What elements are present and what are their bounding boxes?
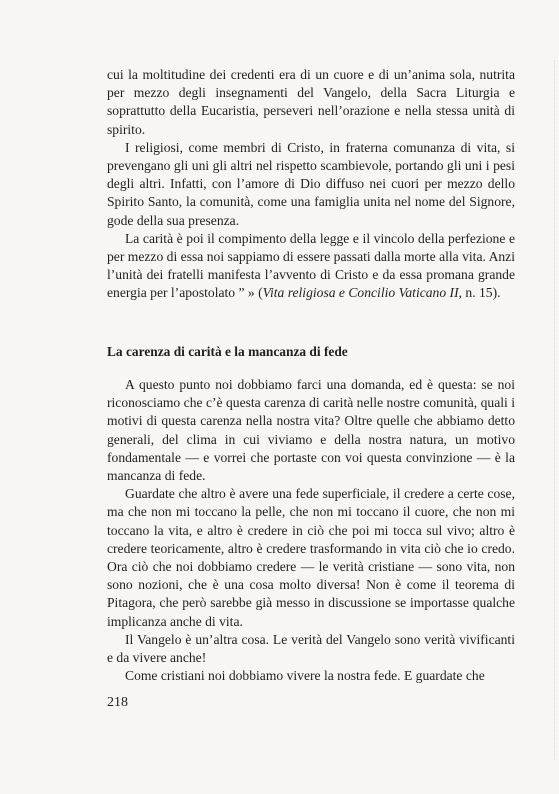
citation-rest: , n. 15). (458, 285, 501, 301)
paragraph-with-citation (107, 230, 515, 303)
citation-open: ( (258, 285, 263, 301)
page-number: 218 (107, 695, 128, 710)
text-block-section (107, 376, 515, 685)
text-block-top (107, 66, 515, 303)
paragraph: A questo punto noi dobbiamo farci una domanda, ed è questa: se noi riconosciamo che c’è questa carenza di carità nelle nostre comunità, quali i motivi di questa carenza nella nostra vita? Oltre quelle che abbiamo detto generali, del clima in cui viviamo e della nostra natura, un motivo fondamentale — e vorrei che portaste con voi questa convinzione — è la mancanza di fede. (107, 377, 515, 484)
citation-title: Vita religiosa e Concilio Vaticano II (262, 285, 459, 301)
section-heading: La carenza di carità e la mancanza di fede (107, 344, 348, 359)
paragraph: Il Vangelo è un’altra cosa. Le verità del Vangelo sono verità vivificanti e da vivere anche! (107, 631, 515, 666)
paragraph: Come cristiani noi dobbiamo vivere la nostra fede. E guardate che (125, 668, 485, 684)
paragraph-text: La carità è poi il compimento della legge e il vincolo della perfezione e per mezzo di essa noi sappiamo di essere passati dalla morte alla vita. Anzi l’unità dei fratelli manifesta l’avvento di Cristo e da essa promana grande energia per l’apostolato ” » (107, 230, 515, 301)
page-edge-divider (553, 60, 555, 760)
paragraph: cui la moltitudine dei credenti era di un cuore e di un’anima sola, nutrita per mezzo degli insegnamenti del Vangelo, della Sacra Liturgia e soprattutto della Eucaristia, perseveri nell’orazione e nella stessa unità di spirito. (107, 67, 515, 137)
paragraph: I religiosi, come membri di Cristo, in fraterna comunanza di vita, si prevengano gli uni gli altri nel rispetto scambievole, portando gli uni i pesi degli altri. Infatti, con l’amore di Dio diffuso nei cuori per mezzo dello Spirito Santo, la comunità, come una famiglia unita nel nome del Signore, gode della sua presenza. (107, 139, 515, 228)
paragraph: Guardate che altro è avere una fede superficiale, il credere a certe cose, ma che non mi toccano la pelle, che non mi toccano il cuore, che non mi toccano la vita, e altro è credere in ciò che poi mi tocca sul vivo; altro è credere teoricamente, altro è credere trasformando in vita ciò che io credo. Ora ciò che noi dobbiamo credere — le verità cristiane — sono vita, non sono nozioni, che è una cosa molto diversa! Non è come il teorema di Pitagora, che però sarebbe già messo in discussione se importasse qualche implicanza anche di vita. (107, 486, 515, 629)
